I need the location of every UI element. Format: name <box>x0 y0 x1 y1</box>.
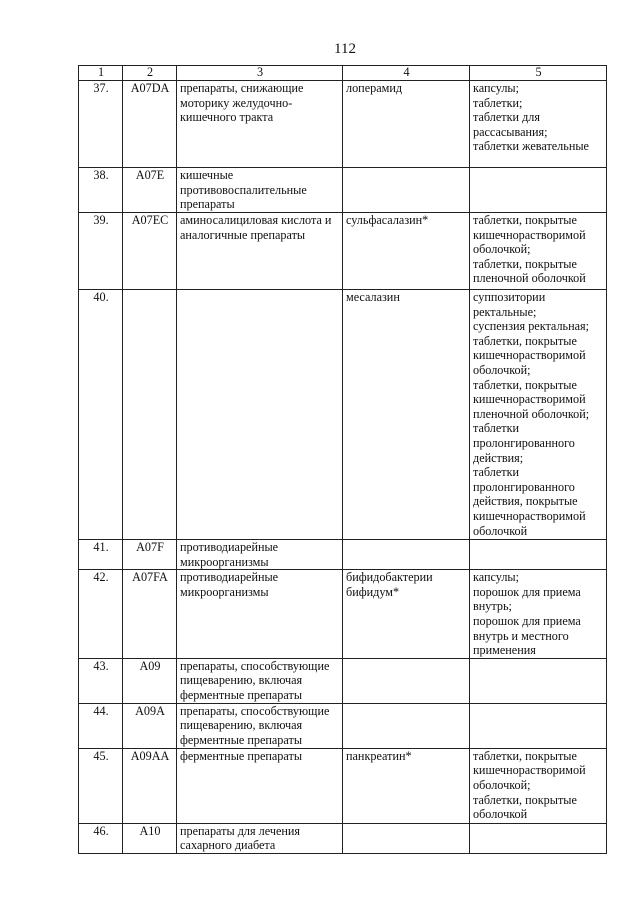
dosage-forms-cell-line: применения <box>473 643 536 658</box>
column-header: 4 <box>343 66 470 81</box>
dosage-forms-cell-line: пролонгированного <box>473 479 575 494</box>
drug-name-cell <box>343 81 470 168</box>
dosage-forms-cell-line: таблетки <box>473 465 520 480</box>
table-row <box>79 290 607 540</box>
dosage-forms-cell-line: оболочкой; <box>473 777 531 792</box>
pharmacological-group-cell-line: противодиарейные <box>180 570 279 585</box>
row-number-cell: 45. <box>79 748 123 823</box>
drug-name-cell <box>343 213 470 290</box>
pharmacological-group-cell-line: препараты, способствующие <box>180 658 330 673</box>
dosage-forms-cell-line: таблетки жевательные <box>473 139 589 154</box>
pharmacological-group-cell-line: препараты, снижающие <box>180 81 304 95</box>
drug-name-cell-line: месалазин <box>346 290 400 304</box>
dosage-forms-cell-line: капсулы; <box>473 570 519 585</box>
dosage-forms-cell-line: пленочной оболочкой <box>473 271 586 286</box>
drug-name-cell-line: панкреатин* <box>346 748 412 763</box>
pharmacological-group-cell <box>177 540 343 570</box>
dosage-forms-cell <box>470 703 607 748</box>
table-row <box>79 213 607 290</box>
column-number-header-row <box>79 66 607 81</box>
dosage-forms-cell-line: оболочкой <box>473 807 528 822</box>
table-row <box>79 540 607 570</box>
dosage-forms-cell <box>470 290 607 540</box>
pharmacological-group-cell-line: ферментные препараты <box>180 732 303 747</box>
drug-name-cell <box>343 823 470 853</box>
atc-code-cell: A07DA <box>123 81 177 168</box>
dosage-forms-cell <box>470 823 607 853</box>
atc-code-cell: A09AA <box>123 748 177 823</box>
row-number-cell: 44. <box>79 703 123 748</box>
atc-code-cell: A09 <box>123 658 177 703</box>
row-number-cell: 39. <box>79 213 123 290</box>
dosage-forms-cell-line: кишечнорастворимой <box>473 392 586 407</box>
dosage-forms-cell-line: таблетки, покрытые <box>473 748 577 763</box>
pharmacological-group-cell-line: противовоспалительные <box>180 182 307 197</box>
drug-name-cell <box>343 168 470 213</box>
dosage-forms-cell-line: рассасывания; <box>473 124 548 139</box>
pharmacological-group-cell-line: аминосалициловая кислота и <box>180 213 332 227</box>
table-row <box>79 823 607 853</box>
pharmacological-group-cell-line: препараты, способствующие <box>180 703 330 718</box>
atc-code-cell: A07EC <box>123 213 177 290</box>
dosage-forms-cell-line: суспензия ректальная; <box>473 319 590 334</box>
pharmacological-group-cell-line: кишечные <box>180 168 234 182</box>
row-number-cell: 42. <box>79 570 123 659</box>
pharmacological-group-cell-line: сахарного диабета <box>180 838 276 853</box>
drug-name-cell <box>343 570 470 659</box>
dosage-forms-cell-line: оболочкой; <box>473 242 531 257</box>
dosage-forms-cell <box>470 168 607 213</box>
dosage-forms-cell-line: ректальные; <box>473 304 537 319</box>
drug-name-cell <box>343 703 470 748</box>
dosage-forms-cell <box>470 748 607 823</box>
dosage-forms-cell-line: кишечнорастворимой <box>473 508 586 523</box>
pharmacological-group-cell-line: кишечного тракта <box>180 110 274 125</box>
atc-code-cell <box>123 290 177 540</box>
column-header: 3 <box>177 66 343 81</box>
pharmacological-group-cell <box>177 748 343 823</box>
pharmacological-group-cell <box>177 290 343 540</box>
pharmacological-group-cell-line: ферментные препараты <box>180 748 303 763</box>
pharmacological-group-cell <box>177 81 343 168</box>
row-number-cell: 37. <box>79 81 123 168</box>
dosage-forms-cell-line: внутрь; <box>473 599 512 614</box>
dosage-forms-cell-line: таблетки; <box>473 95 523 110</box>
drug-name-cell <box>343 290 470 540</box>
pharmacological-group-cell <box>177 658 343 703</box>
dosage-forms-cell-line: таблетки для <box>473 110 540 125</box>
dosage-forms-cell-line: пролонгированного <box>473 435 575 450</box>
drug-name-cell-line: сульфасалазин* <box>346 213 429 227</box>
column-header: 2 <box>123 66 177 81</box>
column-header: 1 <box>79 66 123 81</box>
dosage-forms-cell-line: таблетки, покрытые <box>473 256 577 271</box>
page-number: 112 <box>334 41 356 57</box>
row-number-cell: 38. <box>79 168 123 213</box>
atc-code-cell: A10 <box>123 823 177 853</box>
row-number-cell: 46. <box>79 823 123 853</box>
pharmacological-group-cell <box>177 823 343 853</box>
row-number-cell: 41. <box>79 540 123 570</box>
dosage-forms-cell-line: капсулы; <box>473 81 519 95</box>
row-number-cell: 43. <box>79 658 123 703</box>
dosage-forms-cell-line: таблетки <box>473 421 520 436</box>
dosage-forms-cell-line: порошок для приема <box>473 584 581 599</box>
pharmacological-group-cell-line: микроорганизмы <box>180 584 269 599</box>
table-row <box>79 748 607 823</box>
dosage-forms-cell-line: порошок для приема <box>473 613 581 628</box>
dosage-forms-cell-line: кишечнорастворимой <box>473 763 586 778</box>
dosage-forms-cell <box>470 658 607 703</box>
pharmacological-group-cell-line: препараты для лечения <box>180 823 301 838</box>
dosage-forms-cell-line: таблетки, покрытые <box>473 377 577 392</box>
pharmacological-group-cell-line: моторику желудочно- <box>180 95 293 110</box>
pharmacological-group-cell <box>177 213 343 290</box>
pharmacological-group-cell-line: пищеварению, включая <box>180 718 303 733</box>
pharmacological-group-cell-line: препараты <box>180 197 235 212</box>
pharmacological-group-cell <box>177 703 343 748</box>
drug-name-cell-line: бифидобактерии <box>346 570 433 585</box>
drug-name-cell-line: бифидум* <box>346 584 400 599</box>
pharmacological-group-cell <box>177 570 343 659</box>
atc-code-cell: A07FA <box>123 570 177 659</box>
table-row <box>79 658 607 703</box>
row-number-cell: 40. <box>79 290 123 540</box>
drug-name-cell-line: лоперамид <box>346 81 403 95</box>
dosage-forms-cell-line: действия; <box>473 450 524 465</box>
pharmacological-group-cell-line: микроорганизмы <box>180 554 269 569</box>
dosage-forms-cell-line: кишечнорастворимой <box>473 348 586 363</box>
pharmacological-group-cell-line: пищеварению, включая <box>180 673 303 688</box>
table-row <box>79 570 607 659</box>
table-row <box>79 81 607 168</box>
pharmacological-group-cell <box>177 168 343 213</box>
dosage-forms-cell-line: оболочкой <box>473 523 528 538</box>
pharmacological-group-cell-line: ферментные препараты <box>180 687 303 702</box>
dosage-forms-cell-line: таблетки, покрытые <box>473 213 577 227</box>
dosage-forms-cell <box>470 540 607 570</box>
dosage-forms-cell-line: пленочной оболочкой; <box>473 406 590 421</box>
dosage-forms-cell <box>470 570 607 659</box>
dosage-forms-cell-line: внутрь и местного <box>473 628 569 643</box>
table-body <box>79 81 607 854</box>
dosage-forms-cell-line: таблетки, покрытые <box>473 333 577 348</box>
dosage-forms-cell-line: суппозитории <box>473 290 546 304</box>
atc-code-cell: A07F <box>123 540 177 570</box>
table-row <box>79 168 607 213</box>
pharmacological-group-cell-line: противодиарейные <box>180 540 279 554</box>
dosage-forms-cell-line: оболочкой; <box>473 362 531 377</box>
drug-name-cell <box>343 540 470 570</box>
drug-name-cell <box>343 748 470 823</box>
dosage-forms-cell-line: действия, покрытые <box>473 494 578 509</box>
table-row <box>79 703 607 748</box>
dosage-forms-cell-line: кишечнорастворимой <box>473 227 586 242</box>
column-header: 5 <box>470 66 607 81</box>
drug-name-cell <box>343 658 470 703</box>
atc-code-cell: A07E <box>123 168 177 213</box>
dosage-forms-cell-line: таблетки, покрытые <box>473 792 577 807</box>
pharmacological-group-cell-line: аналогичные препараты <box>180 227 306 242</box>
dosage-forms-cell <box>470 213 607 290</box>
drug-list-table <box>78 65 607 854</box>
dosage-forms-cell <box>470 81 607 168</box>
atc-code-cell: A09A <box>123 703 177 748</box>
